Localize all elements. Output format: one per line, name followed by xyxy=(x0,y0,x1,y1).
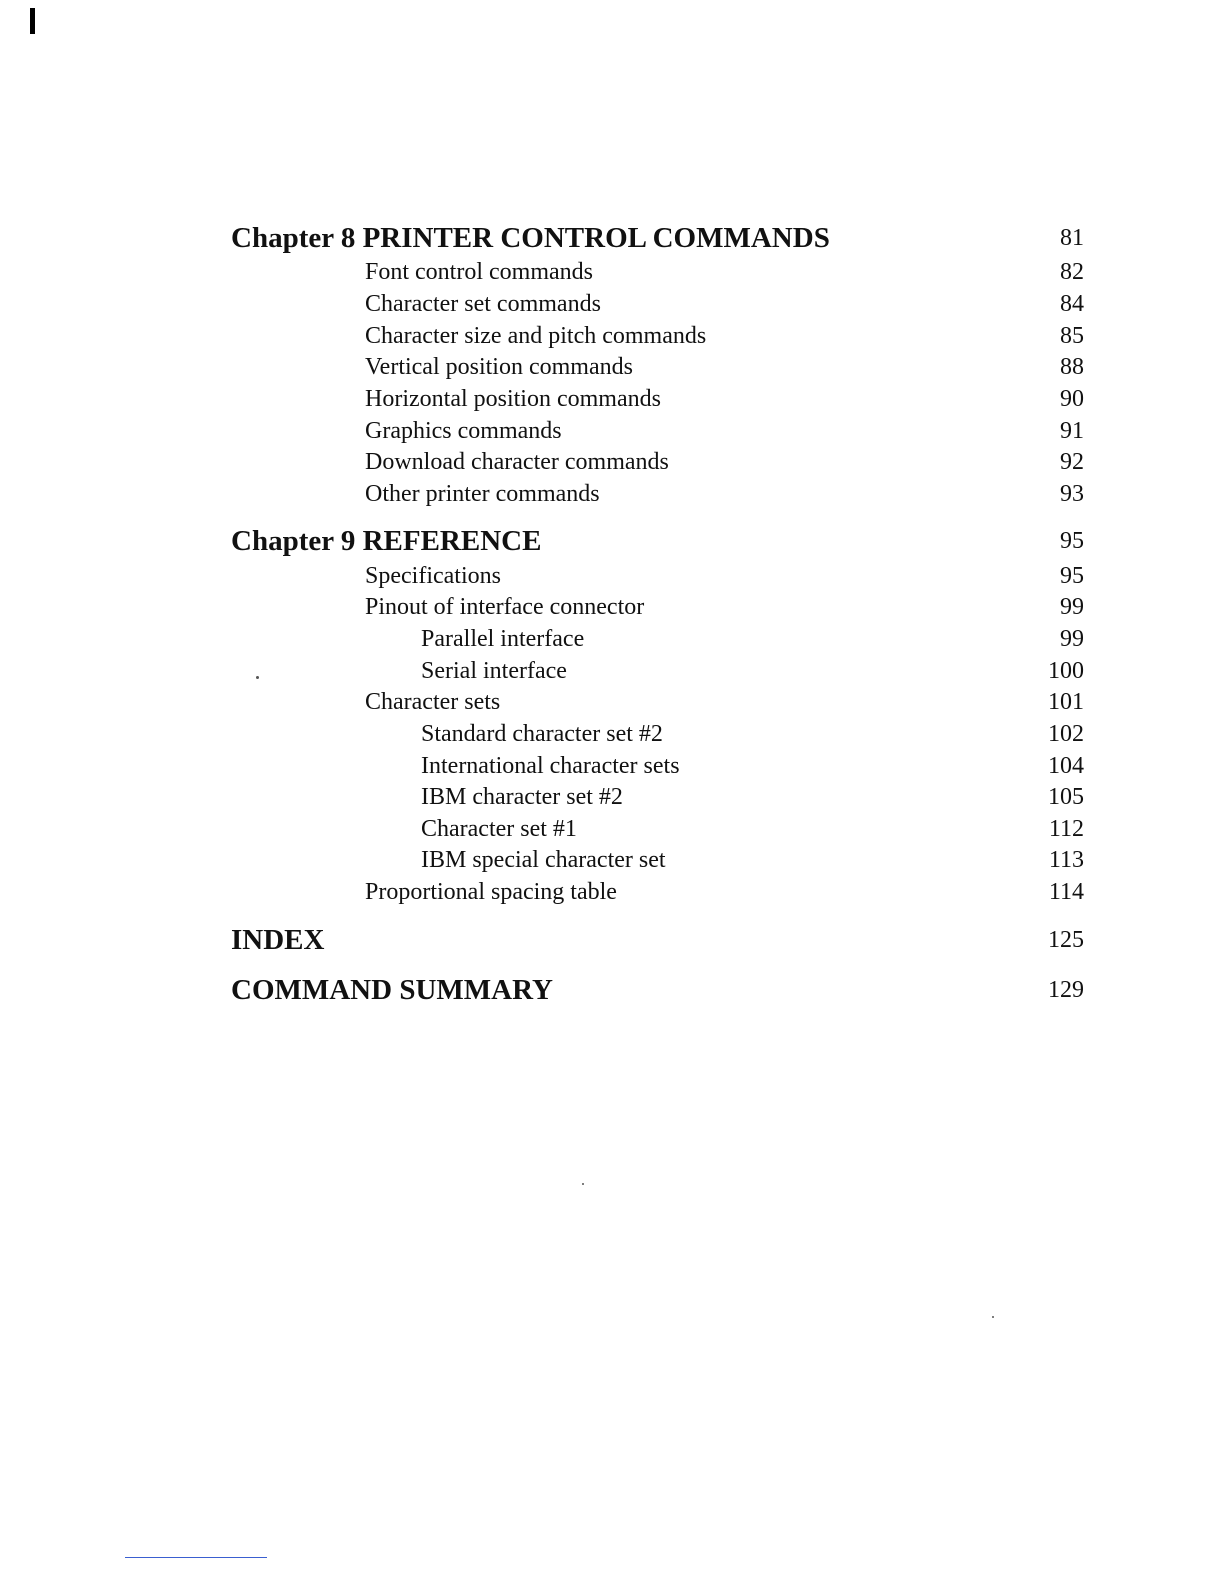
toc-entry[interactable] xyxy=(0,622,1224,656)
toc-entry-title: International character sets xyxy=(421,753,680,779)
toc-page-number: 82 xyxy=(1060,259,1084,285)
toc-entry-title: Character size and pitch commands xyxy=(365,323,707,349)
toc-entry[interactable] xyxy=(0,717,1224,751)
toc-entry-title: Character set #1 xyxy=(421,816,577,842)
toc-page-number: 95 xyxy=(1060,528,1084,554)
toc-chapter-8[interactable] xyxy=(0,221,1224,255)
toc-entry-title: Download character commands xyxy=(365,449,669,475)
toc-entry-title: INDEX xyxy=(231,924,325,956)
toc-entry-title: Other printer commands xyxy=(365,481,600,507)
toc-command-summary[interactable] xyxy=(0,973,1224,1007)
toc-page-number: 81 xyxy=(1060,225,1084,251)
toc-entry[interactable] xyxy=(0,559,1224,593)
toc-page-number: 88 xyxy=(1060,354,1084,380)
toc-entry[interactable] xyxy=(0,843,1224,877)
toc-page-number: 99 xyxy=(1060,626,1084,652)
toc-page-number: 90 xyxy=(1060,386,1084,412)
toc-page-number: 125 xyxy=(1048,927,1084,953)
bottom-rule xyxy=(125,1557,267,1558)
scan-speck xyxy=(992,1316,994,1318)
toc-entry-title: Standard character set #2 xyxy=(421,721,663,747)
toc-entry-title: Parallel interface xyxy=(421,626,585,652)
toc-entry-title: IBM special character set xyxy=(421,847,666,873)
toc-page-number: 84 xyxy=(1060,291,1084,317)
scan-speck xyxy=(256,676,259,679)
toc-entry-title: IBM character set #2 xyxy=(421,784,623,810)
toc-page-number: 95 xyxy=(1060,563,1084,589)
toc-entry-title: Specifications xyxy=(365,563,501,589)
toc-page-number: 105 xyxy=(1048,784,1084,810)
toc-entry-title: Chapter 9 REFERENCE xyxy=(231,525,542,557)
toc-page-number: 91 xyxy=(1060,418,1084,444)
toc-entry[interactable] xyxy=(0,875,1224,909)
toc-entry-title: Character set commands xyxy=(365,291,601,317)
toc-entry[interactable] xyxy=(0,414,1224,448)
toc-page-number: 99 xyxy=(1060,594,1084,620)
toc-entry-title: Graphics commands xyxy=(365,418,562,444)
scan-speck xyxy=(582,1183,584,1185)
toc-index[interactable] xyxy=(0,923,1224,957)
toc-entry[interactable] xyxy=(0,780,1224,814)
toc-page-number: 102 xyxy=(1048,721,1084,747)
toc-entry-title: Chapter 8 PRINTER CONTROL COMMANDS xyxy=(231,222,830,254)
toc-entry[interactable] xyxy=(0,350,1224,384)
toc-entry[interactable] xyxy=(0,685,1224,719)
toc-page-number: 85 xyxy=(1060,323,1084,349)
toc-entry[interactable] xyxy=(0,287,1224,321)
toc-entry[interactable] xyxy=(0,319,1224,353)
toc-entry-title: COMMAND SUMMARY xyxy=(231,974,553,1006)
toc-entry[interactable] xyxy=(0,255,1224,289)
toc-entry[interactable] xyxy=(0,812,1224,846)
toc-entry-title: Vertical position commands xyxy=(365,354,633,380)
toc-page-number: 113 xyxy=(1048,847,1084,873)
toc-page-number: 129 xyxy=(1048,977,1084,1003)
toc-entry[interactable] xyxy=(0,477,1224,511)
toc-entry-title: Font control commands xyxy=(365,259,593,285)
toc-page-number: 101 xyxy=(1048,689,1084,715)
toc-entry-title: Horizontal position commands xyxy=(365,386,661,412)
toc-entry[interactable] xyxy=(0,590,1224,624)
toc-page-number: 104 xyxy=(1048,753,1084,779)
toc-entry[interactable] xyxy=(0,382,1224,416)
toc-page-number: 92 xyxy=(1060,449,1084,475)
toc-page-number: 100 xyxy=(1048,658,1084,684)
toc-entry-title: Proportional spacing table xyxy=(365,879,617,905)
toc-entry-title: Pinout of interface connector xyxy=(365,594,645,620)
toc-entry[interactable] xyxy=(0,749,1224,783)
toc-page-number: 114 xyxy=(1048,879,1084,905)
toc-entry[interactable] xyxy=(0,445,1224,479)
toc-entry[interactable] xyxy=(0,654,1224,688)
toc-entry-title: Character sets xyxy=(365,689,501,715)
toc-entry-title: Serial interface xyxy=(421,658,567,684)
toc-page-number: 112 xyxy=(1048,816,1084,842)
toc-chapter-9[interactable] xyxy=(0,524,1224,558)
toc-page-number: 93 xyxy=(1060,481,1084,507)
